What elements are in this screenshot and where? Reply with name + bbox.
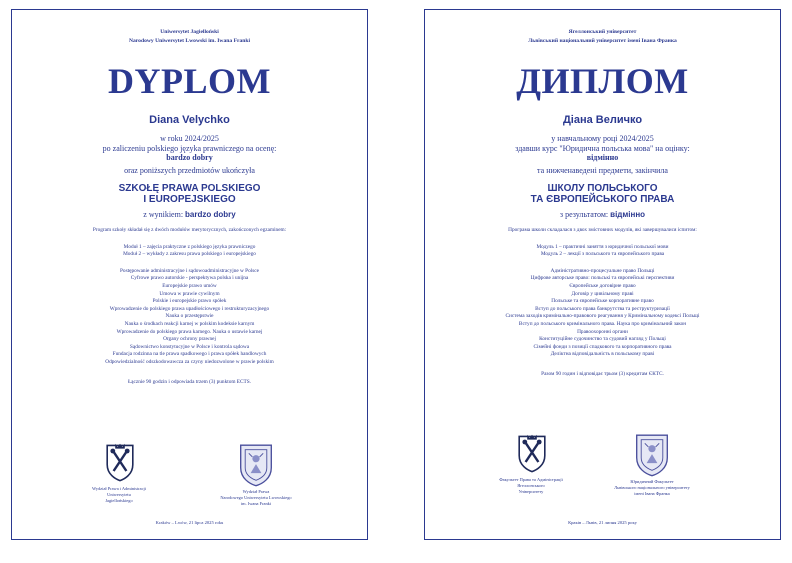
subject-item: Система заходів кримінально-правового реагування у Кримінальному кодексі Польщі [505,313,700,320]
lviv-university-crest-icon [634,432,670,478]
result-line [425,210,780,220]
academic-year: у навчальному році 2024/2025 [551,134,654,143]
total-hours: Разом 90 годин і відповідає трьом (3) кредитам ЄКТС. [541,370,664,377]
subject-item: Umowa w prawie cywilnym [159,290,220,297]
subject-item: Договір у цивільному праві [571,290,634,297]
module-item: Модуль 2 – лекції з польського та європейського права [540,251,665,258]
language-course-line: здавши курс "Юридична польська мова" на оцінку: [515,143,690,153]
diploma-polish [11,9,368,540]
school-name-line-1: SZKOŁĘ PRAWA POLSKIEGO [118,183,261,194]
subject-item: Postępowanie administracyjne i sądowoadministracyjne w Polsce [119,267,259,274]
place-date: Краків – Львів, 21 липня 2025 року [568,520,637,525]
language-grade: bardzo dobry [166,153,213,162]
subject-item: Вступ до польського права банкрутства та реструктуризації [535,305,670,312]
place-date: Kraków – Lwów, 21 lipca 2025 roku [155,520,224,525]
graduate-name: Діана Величко [562,114,643,126]
subject-item: Європейське договірне право [569,282,636,289]
result-label: з результатом: [559,210,609,219]
subject-item: Сімейні фонди з позиції спадкового та корпоративного права [533,343,672,350]
school-name-line-1: ШКОЛУ ПОЛЬСЬКОГО [547,183,658,194]
program-description: Program szkoły składał się z dwóch modułów merytorycznych, zakończonych egzaminem: [92,227,287,233]
diploma-ukrainian [424,9,781,540]
result-line [12,210,367,220]
program-description: Програма школи складалася з двох змістовних модулів, які завершувалися іспитом: [508,227,697,233]
completed-line: та нижченаведені предмети, закінчила [537,165,668,175]
subject-item: Wprowadzenie do polskiego prawa upadłościowego i restrukturyzacyjnego [109,305,270,312]
subject-item: Деліктна відповідальність в польському праві [550,351,655,358]
subject-item: Правоохоронні органи [577,328,628,335]
language-grade: відмінно [586,153,619,162]
result-value: bardzo dobry [185,210,236,219]
university-1: Ягеллонський університет [568,29,637,35]
subject-item: Адміністративно-процесуальне право Польщі [550,267,655,274]
completed-line: oraz poniższych przedmiotów ukończyła [124,165,255,175]
subject-item: Sądownictwo konstytucyjne w Polsce i kontrola sądowa [129,343,250,350]
seal-caption-1: Wydział Prawa i Administracji Uniwersytetu Jagiellońskiego [92,486,146,503]
seal-caption-2: Wydział Prawa Narodowego Uniwersytetu Lwowskiego im. Iwana Franki [220,489,292,506]
lviv-university-crest-icon [238,442,274,488]
jagiellonian-crest-icon [516,434,548,474]
university-1: Uniwersytet Jagielloński [160,29,219,35]
academic-year: w roku 2024/2025 [160,134,219,143]
module-item: Moduł 1 – zajęcia praktyczne z polskiego języka prawniczego [123,243,256,250]
subject-item: Вступ до польського кримінального права. Наука про кримінальний закон [518,320,687,327]
school-name-line-2: I EUROPEJSKIEGO [143,194,236,205]
subject-item: Organy ochrony prawnej [163,336,216,343]
subject-item: Europejskie prawo umów [162,282,217,289]
subject-item: Конституційне судочинство та судовий нагляд у Польщі [539,336,666,343]
university-2: Львівський національний університет імені Івана Франка [528,38,677,44]
subject-item: Nauka o środkach reakcji karnej w polskim kodeksie karnym [124,320,255,327]
total-hours: Łącznie 90 godzin i odpowiada trzem (3) punktom ECTS. [127,378,252,385]
subject-item: Fundacja rodzinna na tle prawa spadkowego i prawa spółek handlowych [112,351,267,358]
subject-item: Polskie i europejskie prawo spółek [152,298,227,305]
module-item: Moduł 2 – wykłady z zakresu prawa polskiego i europejskiego [123,251,256,258]
subject-item: Польське та європейське корпоративне право [551,298,654,305]
school-name-line-2: ТА ЄВРОПЕЙСЬКОГО ПРАВА [530,194,675,205]
university-2: Narodowy Uniwersytet Lwowski im. Iwana Franki [128,38,251,44]
language-course-line: po zaliczeniu polskiego języka prawniczego na ocenę: [102,143,277,153]
jagiellonian-crest-icon [104,443,136,483]
module-item: Модуль 1 – практичні заняття з юридичної польської мови [536,243,669,250]
subject-item: Цифрове авторське право: польські та європейські перспективи [530,275,675,282]
result-value: відмінно [610,210,646,219]
graduate-name: Diana Velychko [149,114,230,126]
diploma-title: ДИПЛОМ [516,61,689,101]
seal-caption-1: Факультет Права та Адміністрації Ягеллонського Університету [499,477,563,494]
subject-item: Cyfrowe prawo autorskie - perspektywa polska i unijna [130,275,249,282]
diploma-title: DYPLOM [108,61,271,101]
subject-item: Wprowadzenie do polskiego prawa karnego. Nauka o ustawie karnej [116,328,263,335]
result-label: z wynikiem: [143,210,184,219]
seal-caption-2: Юридичний Факультет Львівського національного університету імені Івана Франка [614,479,690,496]
subject-item: Nauka o przestępstwie [165,313,214,320]
subject-item: Odpowiedzialność odszkodowawcza za czyny niedozwolone w prawie polskim [105,358,274,365]
